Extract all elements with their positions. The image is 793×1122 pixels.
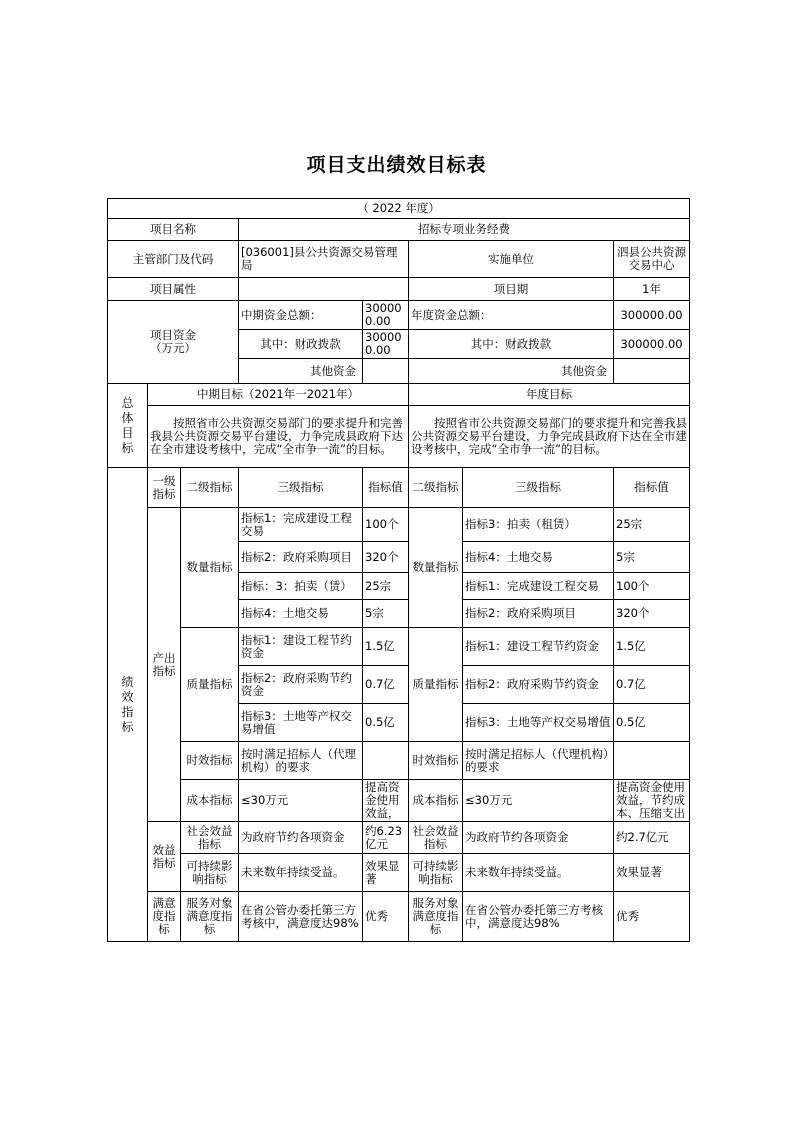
period-label: 项目期 — [409, 278, 614, 301]
table-cell: 25宗 — [363, 573, 409, 600]
table-cell: 为政府节约各项资金 — [463, 822, 614, 854]
dept-label: 主管部门及代码 — [108, 241, 239, 278]
table-cell: ≤30万元 — [463, 780, 614, 822]
social-label-mid: 社会效益指标 — [181, 822, 239, 854]
table-cell: 指标2：政府采购项目 — [239, 542, 363, 573]
dept-value: [036001]县公共资源交易管理局 — [239, 241, 409, 278]
year-label: （ 2022 年度） — [108, 199, 690, 219]
table-cell: 320个 — [614, 600, 690, 628]
header-l3-mid: 三级指标 — [239, 468, 363, 508]
quantity-label-mid: 数量指标 — [181, 508, 239, 628]
header-l3-annual: 三级指标 — [463, 468, 614, 508]
social-label-annual: 社会效益指标 — [409, 822, 463, 854]
period-value: 1年 — [614, 278, 690, 301]
sustain-label-annual: 可持续影响指标 — [409, 854, 463, 892]
sustain-label-mid: 可持续影响指标 — [181, 854, 239, 892]
table-cell: 100个 — [363, 508, 409, 542]
benefit-label: 效益指标 — [148, 822, 181, 892]
table-cell: 25宗 — [614, 508, 690, 542]
performance-table — [107, 198, 690, 942]
header-l2-annual: 二级指标 — [409, 468, 463, 508]
annual-fiscal-label: 其中：财政拨款 — [409, 330, 614, 359]
overall-label: 总体目标 — [108, 384, 148, 468]
table-cell: 提高资金使用效益，节约成本、压缩支出 — [614, 780, 690, 822]
satis-label: 满意度指标 — [148, 892, 181, 942]
table-cell: 指标3：拍卖（租赁） — [463, 508, 614, 542]
table-cell: 指标2：政府采购节约资金 — [239, 666, 363, 704]
table-cell: 1.5亿 — [363, 628, 409, 666]
output-label: 产出指标 — [148, 508, 181, 822]
table-cell: 提高资金使用效益， — [363, 780, 409, 822]
table-cell: 约6.23亿元 — [363, 822, 409, 854]
mid-fiscal-value: 300000.00 — [363, 330, 409, 359]
table-cell: 指标1：完成建设工程交易 — [463, 573, 614, 600]
table-cell: 0.7亿 — [614, 666, 690, 704]
table-cell: 0.7亿 — [363, 666, 409, 704]
table-cell: 效果显著 — [363, 854, 409, 892]
mid-total-label: 中期资金总额： — [239, 301, 363, 330]
timeliness-label-annual: 时效指标 — [409, 742, 463, 780]
annual-fiscal-value: 300000.00 — [614, 330, 690, 359]
annual-total-label: 年度资金总额： — [409, 301, 614, 330]
perf-label: 绩效指标 — [108, 468, 148, 942]
table-cell — [363, 742, 409, 780]
quality-label-mid: 质量指标 — [181, 628, 239, 742]
annual-total-value: 300000.00 — [614, 301, 690, 330]
table-cell: 优秀 — [614, 892, 690, 942]
table-cell: 指标1：建设工程节约资金 — [463, 628, 614, 666]
table-cell: 在省公管办委托第三方考核中，满意度达98% — [239, 892, 363, 942]
cost-label-annual: 成本指标 — [409, 780, 463, 822]
annual-goal-text: 按照省市公共资源交易部门的要求提升和完善我县公共资源交易平台建设，力争完成县政府下达在全市建设考核中，完成“全市争一流”的目标。 — [409, 406, 690, 468]
table-cell: 在省公管办委托第三方考核中，满意度达98% — [463, 892, 614, 942]
annual-other-label: 其他资金 — [409, 359, 614, 384]
table-cell: 指标1：完成建设工程交易 — [239, 508, 363, 542]
header-val-mid: 指标值 — [363, 468, 409, 508]
table-cell: 优秀 — [363, 892, 409, 942]
table-cell: 320个 — [363, 542, 409, 573]
project-name-label: 项目名称 — [108, 219, 239, 241]
quantity-label-annual: 数量指标 — [409, 508, 463, 628]
table-cell: ≤30万元 — [239, 780, 363, 822]
service-label-mid: 服务对象满意度指标 — [181, 892, 239, 942]
impl-value: 泗县公共资源交易中心 — [614, 241, 690, 278]
mid-total-value: 300000.00 — [363, 301, 409, 330]
page-title: 项目支出绩效目标表 — [306, 154, 487, 176]
table-cell: 1.5亿 — [614, 628, 690, 666]
table-cell: 0.5亿 — [614, 704, 690, 742]
table-cell: 指标4：土地交易 — [239, 600, 363, 628]
table-cell: 约2.7亿元 — [614, 822, 690, 854]
timeliness-label-mid: 时效指标 — [181, 742, 239, 780]
table-cell: 5宗 — [363, 600, 409, 628]
table-cell: 指标1：建设工程节约资金 — [239, 628, 363, 666]
table-cell: 指标3：土地等产权交易增值 — [463, 704, 614, 742]
mid-goal-text: 按照省市公共资源交易部门的要求提升和完善我县公共资源交易平台建设，力争完成县政府下达在全市建设考核中，完成“全市争一流”的目标。 — [148, 406, 409, 468]
table-cell: 效果显著 — [614, 854, 690, 892]
mid-goal-header: 中期目标（2021年一2021年） — [148, 384, 409, 406]
table-cell: 指标4：土地交易 — [463, 542, 614, 573]
attr-value — [239, 278, 409, 301]
annual-goal-header: 年度目标 — [409, 384, 690, 406]
mid-other-value — [363, 359, 409, 384]
table-cell: 指标2：政府采购项目 — [463, 600, 614, 628]
attr-label: 项目属性 — [108, 278, 239, 301]
table-cell: 未来数年持续受益。 — [239, 854, 363, 892]
table-cell: 指标2：政府采购节约资金 — [463, 666, 614, 704]
table-cell: 未来数年持续受益。 — [463, 854, 614, 892]
table-cell: 为政府节约各项资金 — [239, 822, 363, 854]
quality-label-annual: 质量指标 — [409, 628, 463, 742]
table-cell: 指标3：土地等产权交易增值 — [239, 704, 363, 742]
impl-label: 实施单位 — [409, 241, 614, 278]
mid-fiscal-label: 其中：财政拨款 — [239, 330, 363, 359]
table-cell: 0.5亿 — [363, 704, 409, 742]
funds-label: 项目资金 （万元） — [108, 301, 239, 384]
service-label-annual: 服务对象满意度指标 — [409, 892, 463, 942]
table-cell: 按时满足招标人（代理机构）的要求 — [239, 742, 363, 780]
header-l1: 一级指标 — [148, 468, 181, 508]
header-val-annual: 指标值 — [614, 468, 690, 508]
mid-other-label: 其他资金 — [239, 359, 363, 384]
annual-other-value — [614, 359, 690, 384]
header-l2-mid: 二级指标 — [181, 468, 239, 508]
table-cell: 5宗 — [614, 542, 690, 573]
project-name-value: 招标专项业务经费 — [239, 219, 690, 241]
cost-label-mid: 成本指标 — [181, 780, 239, 822]
table-cell: 100个 — [614, 573, 690, 600]
table-cell: 按时满足招标人（代理机构）的要求 — [463, 742, 614, 780]
table-cell: 指标：3：拍卖（赁） — [239, 573, 363, 600]
table-cell — [614, 742, 690, 780]
